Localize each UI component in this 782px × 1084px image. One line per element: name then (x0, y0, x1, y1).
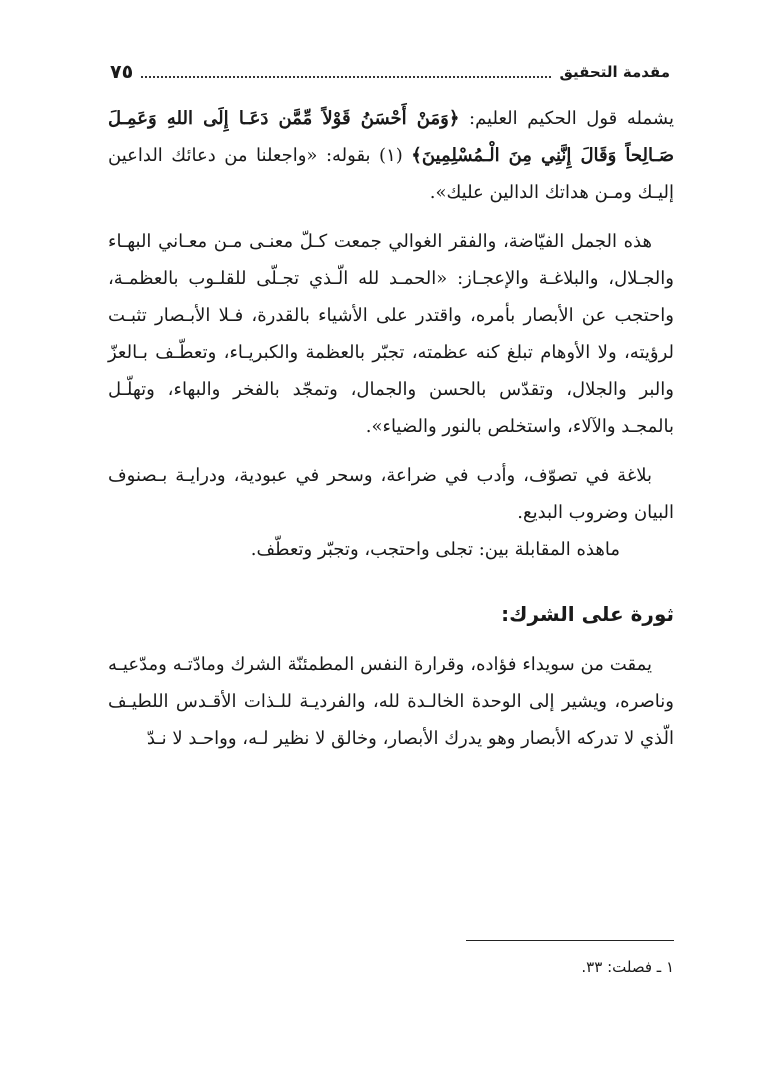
page-body (108, 100, 674, 757)
paragraph-2: هذه الجمل الفيّاضة، والفقر الغوالي جمعت كـلّ معنـى مـن معـاني البهـاء والجـلال، والبلاغـة والإعجـاز: «الحمـد لله الّـذي تجـلّى للقلـوب بالعظمـة، واحتجب عن الأبصار بأمره، واقتدر على الأشياء بالقدرة، فـلا الأبـصار تثبـت لرؤيته، ولا الأوهام تبلغ كنه عظمته، تجبّر بالعظمة والكبريـاء، وتعطّـف بـالعزّ والبر والجلال، وتقدّس بالحسن والجمال، وتمجّد بالفخر والبهاء، وتهلّـل بالمجـد والآلاء، واستخلص بالنور والضياء». (108, 231, 674, 437)
page-number: ٧٥ (110, 61, 134, 83)
paragraph-4: ماهذه المقابلة بين: تجلى واحتجب، وتجبّر وتعطّف. (250, 539, 620, 560)
paragraph-5: يمقت من سويداء فؤاده، وقرارة النفس المطمئنّة الشرك ومادّتـه ومدّعيـه وناصره، ويشير إلى الوحدة الخالـدة لله، والفرديـة للـذات الأقـدس اللطيـف الّذي لا تدركه الأبصار وهو يدرك الأبصار، وخالق لا نظير لـه، وواحـد لا نـدّ (108, 654, 674, 749)
quran-verse: ﴿وَمَنْ أَحْسَنُ قَوْلاً مِّمَّن دَعَـا إِلَى اللهِ وَعَمِـلَ صَـالِحاً وَقَالَ إِنَّنِي مِنَ الْـمُسْلِمِينَ﴾ (108, 108, 675, 166)
spacer (108, 568, 674, 594)
spacer (108, 211, 674, 223)
paragraph-1-rest: بقوله: «واجعلنا من دعائك الداعين إليـك ومـن هداتك الدالين عليك». (108, 145, 674, 203)
running-header (110, 58, 670, 86)
header-title: مقدمة التحقيق (559, 63, 670, 81)
spacer (108, 445, 674, 457)
header-leader-dots (141, 76, 551, 78)
spacer (108, 634, 674, 646)
paragraph-1 (108, 100, 674, 211)
footnote-reference: (١) (370, 145, 412, 166)
footnote-divider (466, 940, 674, 941)
paragraph-3: بلاغة في تصوّف، وأدب في ضراعة، وسحر في عبودية، ودرايـة بـصنوف البيان وضروب البديع. (108, 465, 674, 523)
paragraph-1-intro: يشمله قول الحكيم العليم: (459, 108, 674, 129)
footnote: ١ ـ فصلت: ٣٣. (581, 958, 674, 976)
section-heading: ثورة على الشرك: (501, 602, 674, 626)
